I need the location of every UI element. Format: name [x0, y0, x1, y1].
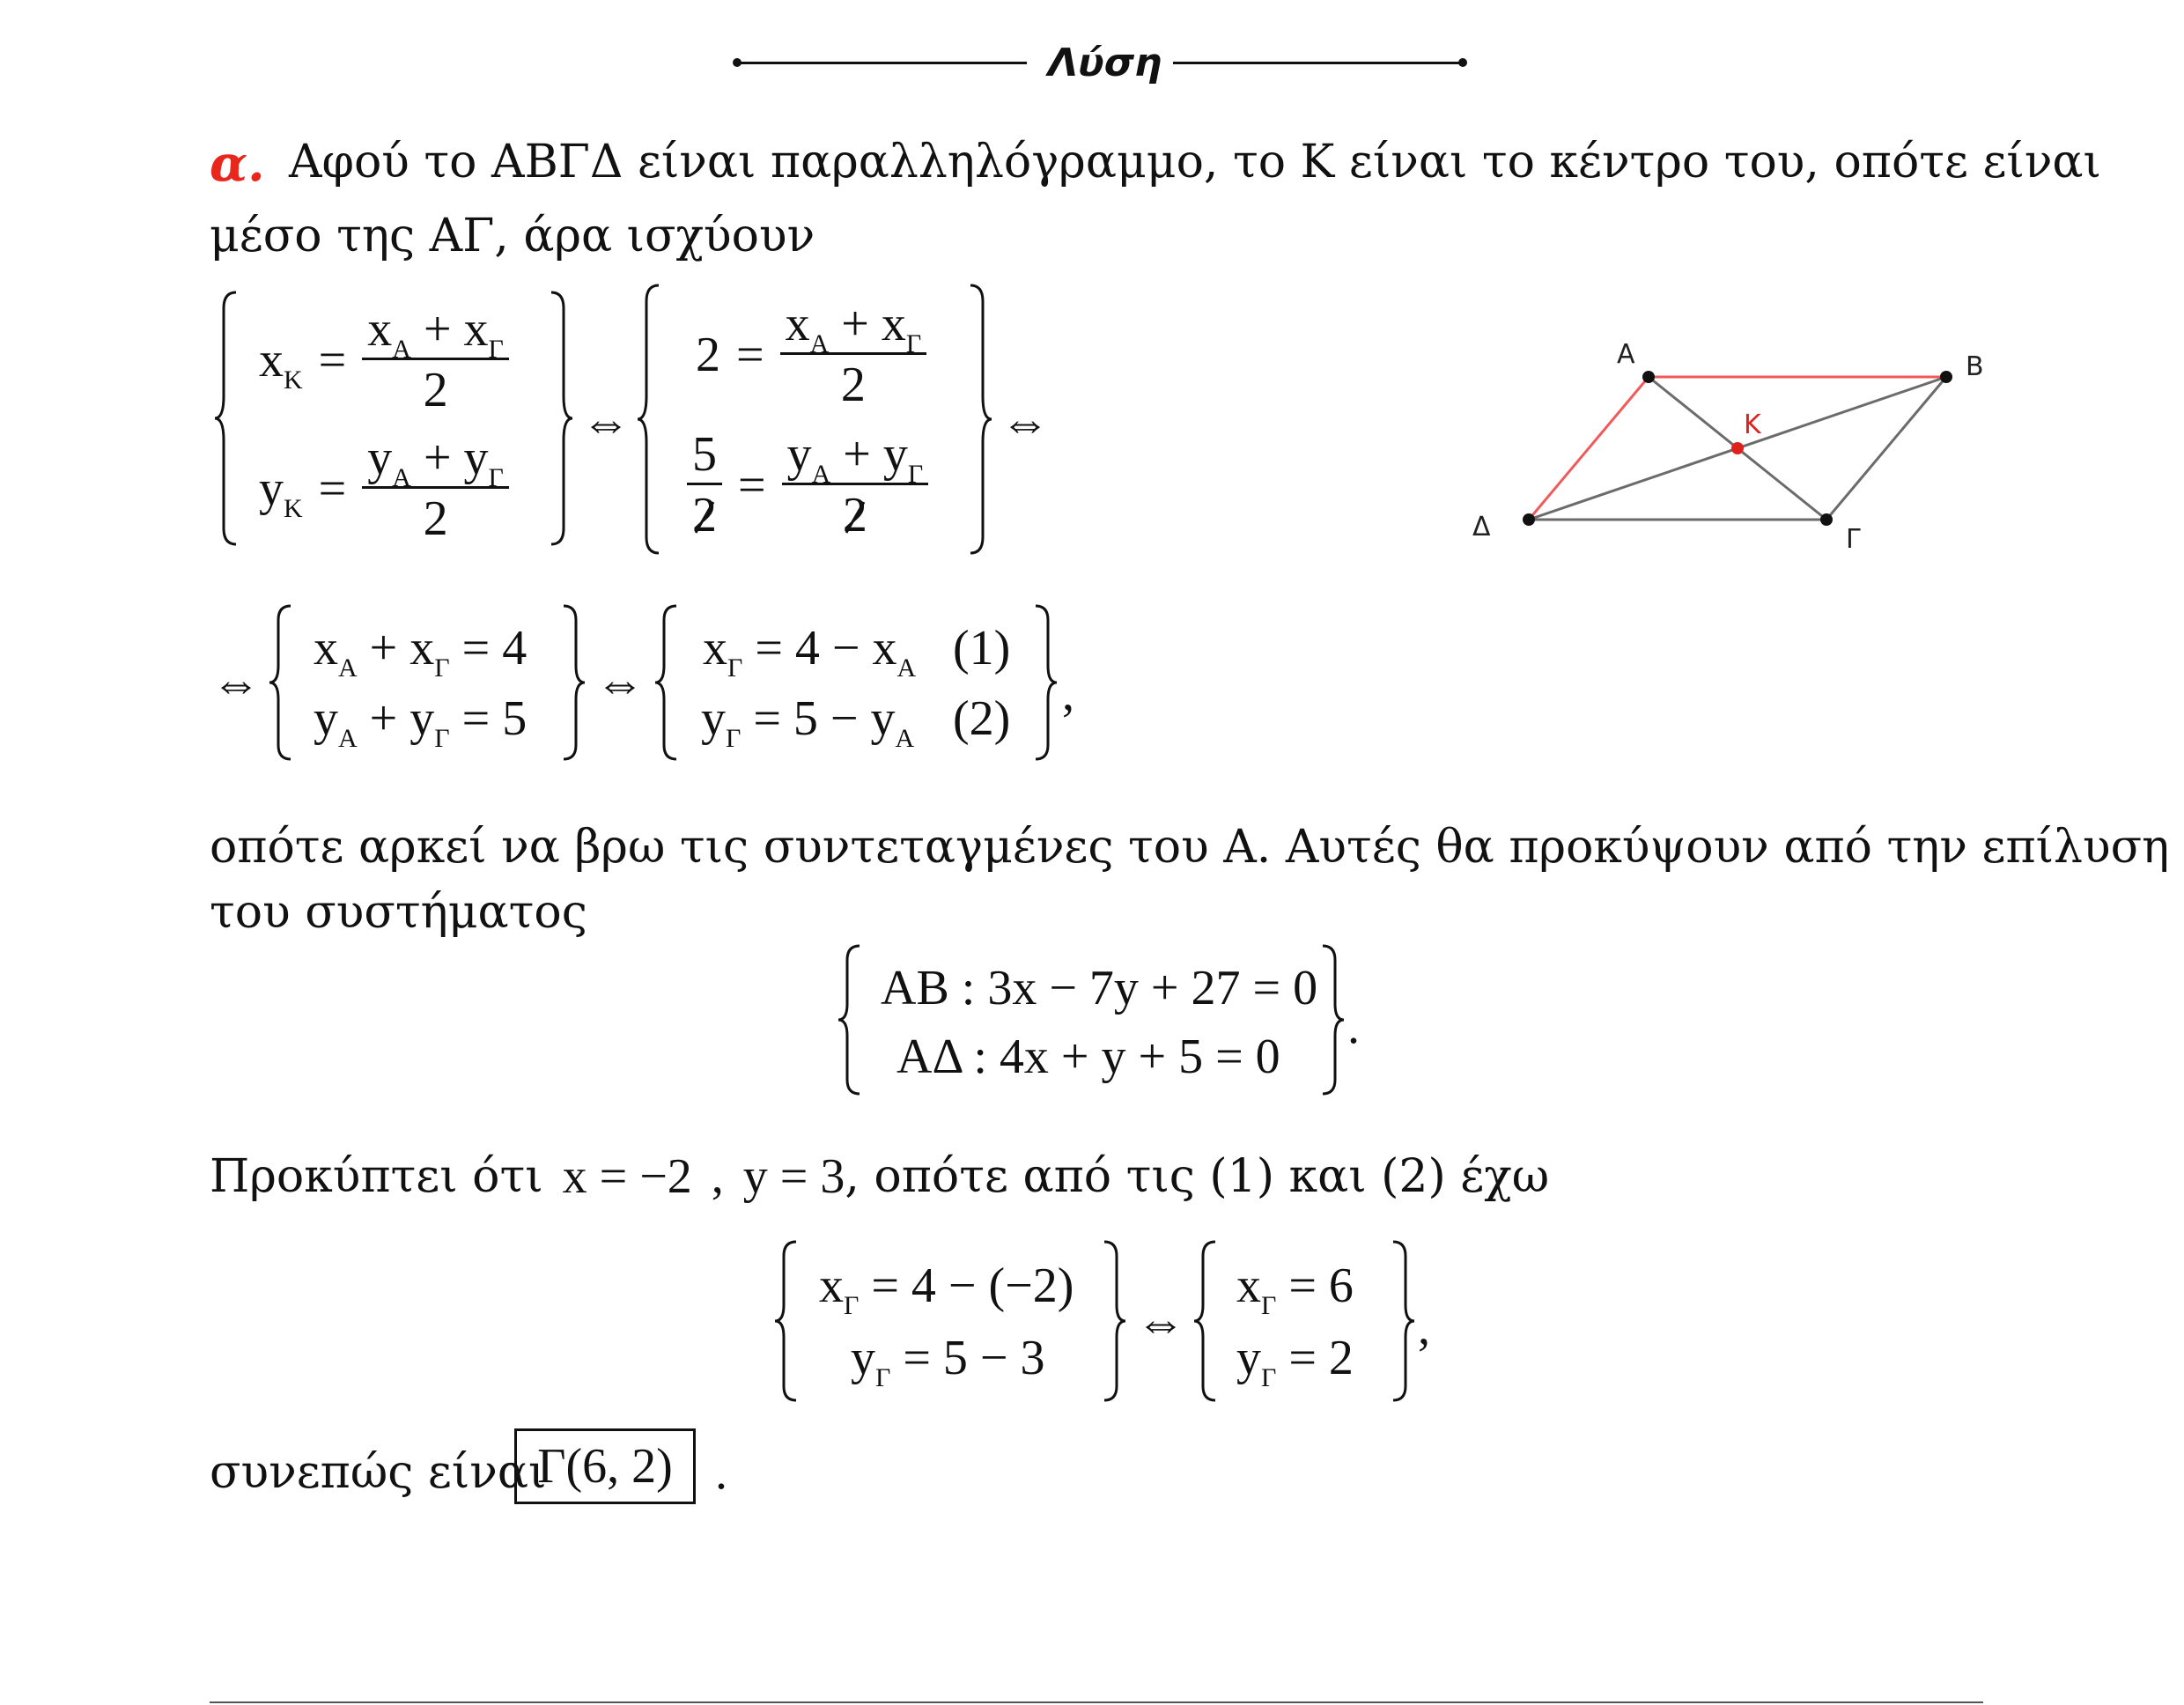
right-brace: [1101, 1240, 1127, 1402]
parallelogram-figure: [1444, 335, 1990, 564]
eq-sum-x: $x_A + x_\Gamma = 4$: [314, 621, 528, 683]
eq-two: 2 = $\frac{x_A + x_\Gamma}{2}$: [696, 299, 926, 410]
left-brace: [1192, 1240, 1219, 1402]
right-brace: [1032, 604, 1059, 761]
iff-symbol: ⇔: [1136, 1295, 1185, 1350]
eq-xg-calc: $x_\Gamma = 4 - (-2)$: [819, 1258, 1074, 1320]
right-brace: [560, 604, 587, 761]
eq-yg-final: $y_\Gamma = 2$: [1236, 1331, 1354, 1392]
right-brace: [1390, 1240, 1416, 1402]
left-brace: [653, 604, 680, 761]
conclusion-text: συνεπώς είναι: [210, 1446, 547, 1499]
eq-yg-calc: $y_\Gamma = 5 - 3$: [851, 1331, 1045, 1392]
iff-symbol: ⇔: [581, 395, 631, 450]
iff-symbol: ⇔: [595, 656, 645, 711]
eq-line-ab: AB : 3x − 7y + 27 = 0: [881, 961, 1318, 1015]
left-brace: [773, 1240, 800, 1402]
label-a: Α: [1617, 339, 1635, 370]
left-brace: [213, 291, 240, 546]
tag-1: (1): [953, 621, 1011, 675]
iff-symbol: ⇔: [1000, 395, 1050, 450]
left-brace: [268, 604, 294, 761]
label-d: Δ: [1472, 512, 1491, 542]
point-b: [1940, 371, 1952, 383]
right-brace: [1319, 944, 1346, 1096]
eq-line-ad: AΔ : 4x + y + 5 = 0: [896, 1030, 1280, 1084]
label-g: Γ: [1846, 524, 1861, 555]
para2-line2: του συστήματος: [210, 886, 587, 939]
para2-line1: οπότε αρκεί να βρω τις συντεταγμένες του Α. Αυτές θα προκύψουν από την επίλυση: [210, 821, 2170, 874]
eq-sum-y: $y_A + y_\Gamma = 5$: [314, 691, 528, 753]
heading-rule-right: [1173, 62, 1464, 64]
para3: Προκύπτει ότι x = −2 , y = 3 , οπότε από τις (1) και (2) έχω: [210, 1149, 1550, 1204]
heading-rule-left: [736, 62, 1027, 64]
iff-symbol: ⇔: [211, 656, 261, 711]
part-a-line1: Αφού το ΑΒΓΔ είναι παραλληλόγραμμο, το Κ είναι το κέντρο του, οπότε είναι: [289, 136, 2101, 188]
conclusion-period: .: [715, 1445, 727, 1500]
bottom-rule: [210, 1701, 1983, 1703]
boxed-answer: Γ(6, 2): [514, 1428, 696, 1504]
comma: ,: [1418, 1301, 1430, 1355]
period: .: [1347, 1000, 1360, 1054]
eq-xg-final: $x_\Gamma = 6$: [1236, 1258, 1354, 1320]
comma: ,: [1062, 667, 1074, 721]
heading-title: Λύση: [1048, 41, 1162, 85]
label-b: Β: [1966, 351, 1984, 382]
point-k: [1731, 442, 1744, 454]
left-brace: [837, 944, 863, 1096]
point-a: [1642, 371, 1655, 383]
eq-xg: $x_\Gamma = 4 - x_A$: [703, 621, 917, 683]
eq-xk: $x_K$ = $\frac{x_A + x_\Gamma}{2}$: [259, 305, 509, 415]
right-brace: [967, 284, 993, 555]
heading-dot-right: [1458, 58, 1467, 67]
right-brace: [548, 291, 574, 546]
eq-five-halves: $\frac{5}{2}$ = $\frac{y_A + y_\Gamma}{2}$: [687, 430, 928, 540]
tag-2: (2): [953, 691, 1011, 746]
part-label: α.: [210, 135, 265, 193]
left-brace: [636, 284, 662, 555]
point-d: [1523, 513, 1535, 526]
point-g: [1820, 513, 1833, 526]
heading-dot-left: [733, 58, 742, 67]
label-k: Κ: [1744, 410, 1761, 440]
eq-yg: $y_\Gamma = 5 - y_A$: [701, 691, 915, 753]
part-a-line2: μέσο της ΑΓ, άρα ισχύουν: [210, 210, 815, 262]
eq-yk: $y_K$ = $\frac{y_A + y_\Gamma}{2}$: [259, 433, 509, 543]
